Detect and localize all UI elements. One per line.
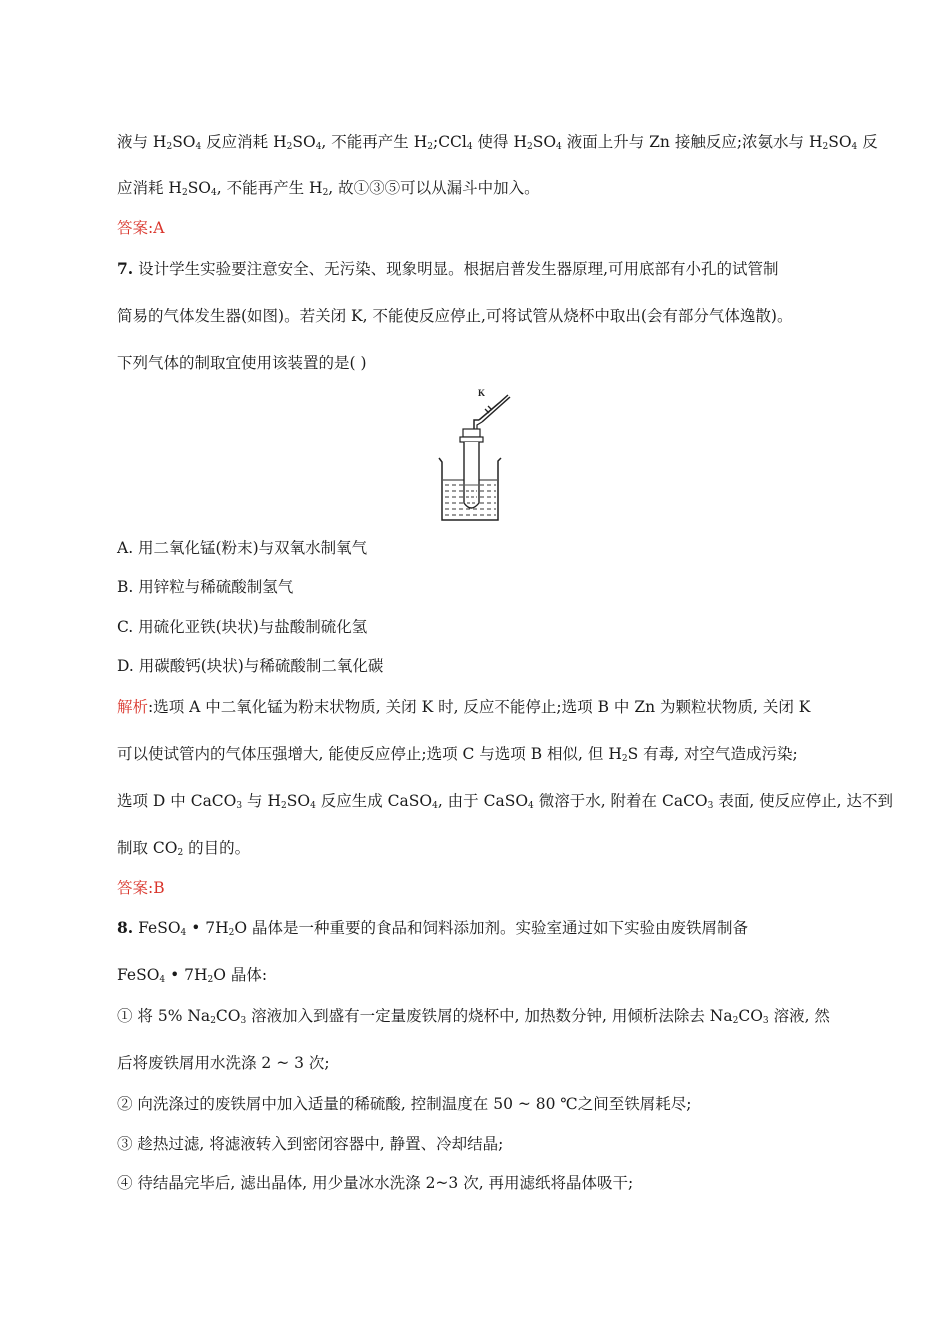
option-a: A. 用二氧化锰(粉末)与双氧水制氧气 [117,539,368,557]
explanation-label: 解析 [117,698,149,716]
question-number: 7. [117,259,134,278]
option-c: C. 用硫化亚铁(块状)与盐酸制硫化氢 [117,618,368,636]
line-2: 应消耗 $H_2SO_4$, 不能再产生 $H_2$, 故①③⑤可以从漏斗中加入。 [117,179,540,198]
question-7-line-3: 下列气体的制取宜使用该装置的是( ) [117,354,367,372]
explanation-line-2: 可以使试管内的气体压强增大, 能使反应停止;选项 C 与选项 B 相似, 但 $H_2S$ 有毒, 对空气造成污染; [117,745,798,764]
answer-label: 答案 [117,219,149,237]
step-2: ② 向洗涤过的废铁屑中加入适量的稀硫酸, 控制温度在 50 ~ 80 ℃之间至铁屑耗尽; [117,1095,692,1113]
question-7-line-1: 7. 设计学生实验要注意安全、无污染、现象明显。根据启普发生器原理,可用底部有小孔的试管制 [117,259,779,278]
explanation-line-4: 制取 $CO_2$ 的目的。 [117,839,251,858]
explanation-line-3: 选项 D 中 CaCO$_3$ 与 $H_2SO_4$ 反应生成 CaSO$_4$, 由于 CaSO$_4$ 微溶于水, 附着在 CaCO$_3$ 表面, 使反应停止, 达不到 [117,792,894,811]
step-1-line-1: ① 将 5% $Na_2CO_3$ 溶液加入到盛有一定量废铁屑的烧杯中, 加热数分钟, 用倾析法除去 $Na_2CO_3$ 溶液, 然 [117,1007,830,1026]
answer-value: :A [148,219,165,237]
answer-value: :B [148,879,165,897]
explanation-line-1: 解析:选项 A 中二氧化锰为粉末状物质, 关闭 K 时, 反应不能停止;选项 B 中 Zn 为颗粒状物质, 关闭 K [117,698,811,716]
answer-6 [117,218,164,238]
answer-label: 答案 [117,879,149,897]
question-8-line-2: FeSO$_4$ • $7H_2O$ 晶体: [117,966,268,985]
answer-7 [117,878,165,898]
step-3: ③ 趁热过滤, 将滤液转入到密闭容器中, 静置、冷却结晶; [117,1135,504,1153]
option-d: D. 用碳酸钙(块状)与稀硫酸制二氧化碳 [117,657,384,675]
option-b: B. 用锌粒与稀硫酸制氢气 [117,578,294,596]
step-1-line-2: 后将废铁屑用水洗涤 2 ~ 3 次; [117,1054,330,1072]
valve-label-k: K [478,388,486,398]
question-7-line-2: 简易的气体发生器(如图)。若关闭 K, 不能使反应停止,可将试管从烧杯中取出(会有部分气体逸散)。 [117,307,793,325]
question-number: 8. [117,918,134,937]
apparatus-figure [438,385,518,525]
question-8-line-1: 8. FeSO$_4$ • $7H_2O$ 晶体是一种重要的食品和饲料添加剂。实验室通过如下实验由废铁屑制备 [117,918,749,938]
step-4: ④ 待结晶完毕后, 滤出晶体, 用少量冰水洗涤 2~3 次, 再用滤纸将晶体吸干; [117,1174,634,1192]
line-1: 液与 $H_2SO_4$ 反应消耗 $H_2SO_4$, 不能再产生 $H_2;CCl_4$ 使得 $H_2SO_4$ 液面上升与 Zn 接触反应;浓氨水与 $H_2SO_4$ 反 [117,133,878,152]
